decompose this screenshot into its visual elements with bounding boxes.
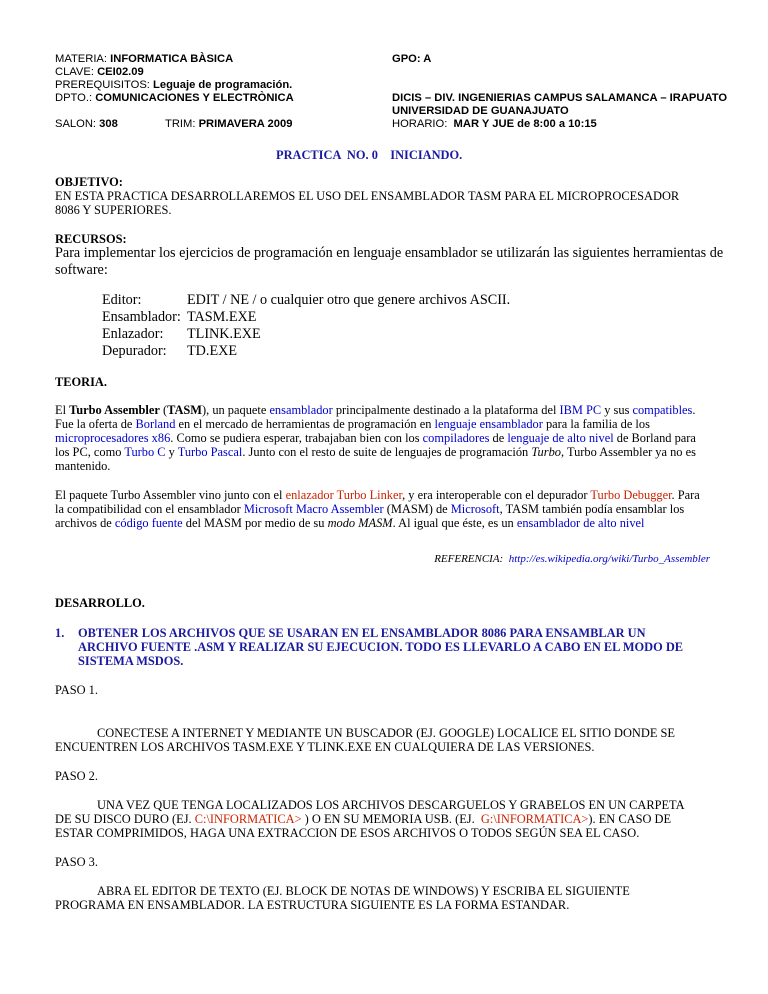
tool-value-editor: EDIT / NE / o cualquier otro que genere archivos ASCII.	[187, 292, 511, 308]
link-enlazador[interactable]: enlazador	[285, 488, 334, 502]
group-label: GPO: A	[392, 53, 432, 65]
reference-link[interactable]: http://es.wikipedia.org/wiki/Turbo_Assembler	[508, 553, 710, 565]
teoria-heading: TEORIA.	[55, 375, 107, 389]
link-microprocesadores-x86[interactable]: microprocesadores x86	[55, 431, 171, 445]
link-ensamblador-alto-nivel[interactable]: ensamblador de alto nivel	[516, 516, 645, 530]
tool-label-enlazador: Enlazador:	[102, 326, 164, 342]
paso-3-label: PASO 3.	[55, 855, 98, 869]
tool-label-ensamblador: Ensamblador:	[102, 309, 181, 325]
teoria-p2-line-3: archivos de código fuente del MASM por medio de su modo MASM. Al igual que éste, es un ensamblador de alto nivel	[55, 516, 645, 530]
tool-value-depurador: TD.EXE	[187, 343, 238, 359]
teoria-p1-line-3: microprocesadores x86. Como se pudiera esperar, trabajaban bien con los compiladores de lenguaje de alto nivel de Borland para	[55, 431, 696, 445]
paso-2-label: PASO 2.	[55, 769, 98, 783]
paso-2-line-2: DE SU DISCO DURO (EJ. C:\INFORMATICA> ) O EN SU MEMORIA USB. (EJ. G:\INFORMATICA>). EN CASO DE	[55, 812, 672, 826]
item-number: 1.	[55, 626, 65, 640]
link-ensamblador[interactable]: ensamblador	[269, 403, 333, 417]
paso-3-line-2: PROGRAMA EN ENSAMBLADOR. LA ESTRUCTURA SIGUIENTE ES LA FORMA ESTANDAR.	[55, 898, 570, 912]
item-line-3: SISTEMA MSDOS.	[78, 654, 184, 668]
division-line: DICIS – DIV. INGENIERIAS CAMPUS SALAMANCA – IRAPUATO	[392, 92, 728, 104]
paso-3-line-1: ABRA EL EDITOR DE TEXTO (EJ. BLOCK DE NOTAS DE WINDOWS) Y ESCRIBA EL SIGUIENTE	[97, 884, 630, 898]
link-microsoft-macro-assembler[interactable]: Microsoft Macro Assembler	[243, 502, 384, 516]
tool-label-depurador: Depurador:	[102, 343, 167, 359]
desarrollo-heading: DESARROLLO.	[55, 596, 145, 610]
link-compiladores[interactable]: compiladores	[422, 431, 490, 445]
teoria-p2-line-2: la compatibilidad con el ensamblador Microsoft Macro Assembler (MASM) de Microsoft, TASM también podía ensamblar los	[55, 502, 685, 516]
teoria-p1-line-2: Fue la oferta de Borland en el mercado de herramientas de programación en lenguaje ensamblador para la familia de los	[55, 417, 650, 431]
practice-title: PRACTICA NO. 0 INICIANDO.	[276, 148, 463, 162]
path-c-informatica: C:\INFORMATICA>	[194, 812, 302, 826]
link-codigo-fuente[interactable]: código fuente	[114, 516, 183, 530]
link-borland[interactable]: Borland	[135, 417, 176, 431]
objetivo-line-1: EN ESTA PRACTICA DESARROLLAREMOS EL USO DEL ENSAMBLADOR TASM PARA EL MICROPROCESADOR	[55, 189, 680, 203]
paso-1-line-1: CONECTESE A INTERNET Y MEDIANTE UN BUSCADOR (EJ. GOOGLE) LOCALICE EL SITIO DONDE SE	[97, 726, 675, 740]
salon-field: SALON: 308	[55, 118, 118, 130]
link-turbo-c[interactable]: Turbo C	[124, 445, 166, 459]
clave-line: CLAVE: CEI02.09	[55, 66, 144, 78]
link-turbo-linker[interactable]: Turbo Linker	[336, 488, 403, 502]
tool-label-editor: Editor:	[102, 292, 142, 308]
tool-value-enlazador: TLINK.EXE	[187, 326, 261, 342]
link-lenguaje-ensamblador[interactable]: lenguaje ensamblador	[434, 417, 543, 431]
link-microsoft[interactable]: Microsoft	[450, 502, 500, 516]
dpto-line: DPTO.: COMUNICACIONES Y ELECTRÒNICA	[55, 92, 294, 104]
university-line: UNIVERSIDAD DE GUANAJUATO	[392, 105, 569, 117]
paso-2-line-1: UNA VEZ QUE TENGA LOCALIZADOS LOS ARCHIVOS DESCARGUELOS Y GRABELOS EN UN CARPETA	[97, 798, 685, 812]
tool-value-ensamblador: TASM.EXE	[187, 309, 257, 325]
link-lenguaje-alto-nivel[interactable]: lenguaje de alto nivel	[507, 431, 614, 445]
horario-line: HORARIO: MAR Y JUE de 8:00 a 10:15	[392, 118, 597, 130]
recursos-intro-1: Para implementar los ejercicios de programación en lenguaje ensamblador se utilizarán las siguientes herramientas de	[55, 245, 724, 261]
trim-field: TRIM: PRIMAVERA 2009	[165, 118, 293, 130]
teoria-p1-line-4: los PC, como Turbo C y Turbo Pascal. Junto con el resto de suite de lenguajes de programación Turbo, Turbo Assembler ya no es	[55, 445, 696, 459]
recursos-heading: RECURSOS:	[55, 232, 127, 246]
reference-line	[434, 552, 710, 566]
link-compatibles[interactable]: compatibles	[632, 403, 693, 417]
objetivo-heading: OBJETIVO:	[55, 175, 123, 189]
materia-line: MATERIA: INFORMATICA BÀSICA	[55, 53, 234, 65]
recursos-intro-2: software:	[55, 262, 108, 278]
paso-1-label: PASO 1.	[55, 683, 98, 697]
paso-2-line-3: ESTAR COMPRIMIDOS, HAGA UNA EXTRACCION DE ESOS ARCHIVOS O TODOS SEGÚN SEA EL CASO.	[55, 826, 640, 840]
prereq-line: PREREQUISITOS: Leguaje de programación.	[55, 79, 293, 91]
link-ibm-pc[interactable]: IBM PC	[559, 403, 602, 417]
link-turbo-debugger[interactable]: Turbo Debugger	[590, 488, 672, 502]
reference-label: REFERENCIA:	[434, 553, 504, 565]
link-turbo-pascal[interactable]: Turbo Pascal	[177, 445, 243, 459]
item-line-1: OBTENER LOS ARCHIVOS QUE SE USARAN EN EL ENSAMBLADOR 8086 PARA ENSAMBLAR UN	[78, 626, 646, 640]
item-line-2: ARCHIVO FUENTE .ASM Y REALIZAR SU EJECUCION. TODO ES LLEVARLO A CABO EN EL MODO DE	[78, 640, 684, 654]
teoria-p1-line-1: El Turbo Assembler (TASM), un paquete ensamblador principalmente destinado a la plataforma del IBM PC y sus compatibles.	[55, 403, 696, 417]
teoria-p1-line-5: mantenido.	[55, 459, 111, 473]
paso-1-line-2: ENCUENTREN LOS ARCHIVOS TASM.EXE Y TLINK.EXE EN CUALQUIERA DE LAS VERSIONES.	[55, 740, 595, 754]
path-g-informatica: G:\INFORMATICA>	[480, 812, 589, 826]
teoria-p2-line-1: El paquete Turbo Assembler vino junto con el enlazador Turbo Linker, y era interoperable con el depurador Turbo Debugger. Para	[55, 488, 700, 502]
objetivo-line-2: 8086 Y SUPERIORES.	[55, 203, 172, 217]
